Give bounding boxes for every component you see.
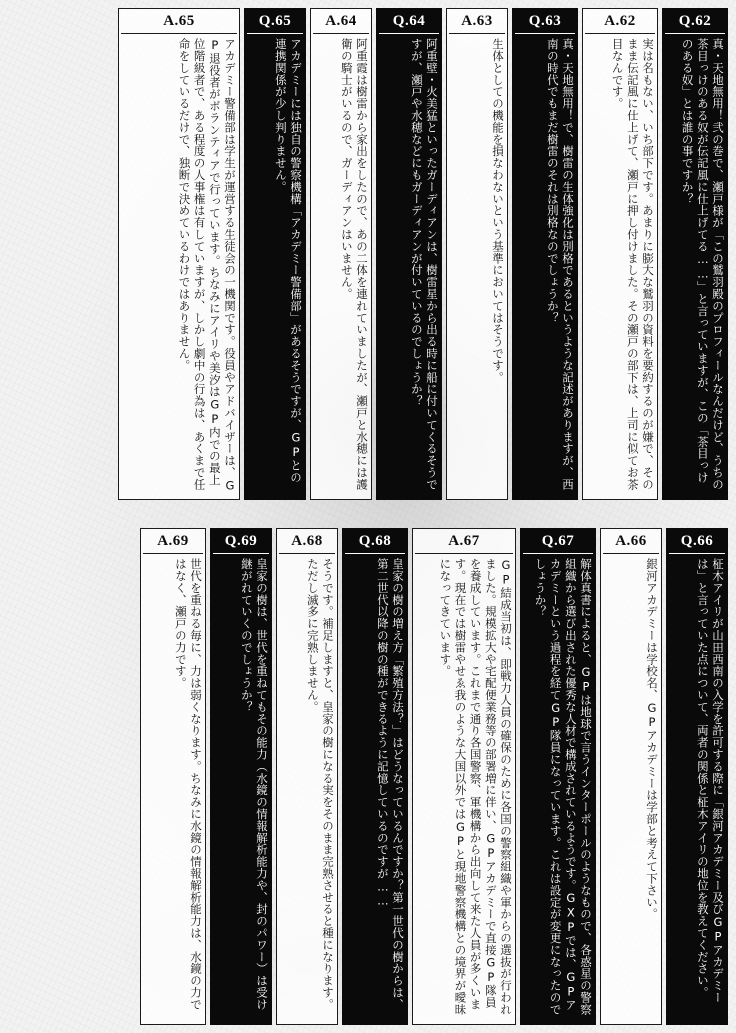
qa-panel-header: Q.63	[515, 12, 575, 34]
qa-panel-text: 真・天地無用！弐の巻で、瀬戸様が「この鷲羽殿のプロフィールなんだけど、うちの茶目っけのある奴が伝記風に仕上げてる……」と言っていますが、この「茶目っけのある奴」とは誰の事ですか？	[680, 38, 725, 491]
qa-panel-a64	[310, 8, 372, 500]
qa-panel-header: A.62	[585, 12, 655, 34]
qa-panel-header: A.66	[603, 532, 659, 554]
qa-panel-a65	[118, 8, 240, 500]
qa-panel-text: 真・天地無用！で、樹雷の生体強化は別格であるというような記述がありますが、西南の時代でもまだ樹雷のそれは別格なのでしょうか？	[545, 38, 575, 491]
qa-panel-text: 阿重壁・火美猛といったガーディアンは、樹雷星から出る時に船に付いてくるそうですが、瀬戸や水穂などにもガーディアンが付いているのでしょうか？	[409, 38, 439, 491]
qa-panel-q63	[512, 8, 578, 500]
qa-panel-header: A.63	[449, 12, 505, 34]
qa-panel-text: GP結成当初は、即戦力人員の確保のために各国の警察組織や軍からの選抜が行われました。規模拡大や宅配便業務等の部署増に伴い、GPアカデミーで直接GP隊員を養成しています。これまで通り各国警察、軍機構から出向して来た人員が多くいます。現在では樹雷やせゑ我のような大国以外ではGPと現地警察機構との境界が曖昧になってきています。	[438, 558, 513, 1016]
qa-panel-q67	[520, 528, 596, 1025]
qa-panel-text: 生体としての機能を損なわないという基準においてはそうです。	[491, 38, 505, 384]
qa-panel-a68	[276, 528, 338, 1025]
qa-panel-text: 皇家の樹の増え方「繁殖方法？」はどうなっているんですか？第一世代の樹からは、第二世代以降の樹の種ができるように記憶しているのですが……	[375, 558, 405, 1011]
qa-band-bottom	[8, 528, 728, 1025]
qa-panel-text: 皇家の樹は、世代を重ねてもその能力（水鏡の情報解析能力や、封のパワー）は受け継がれていくのでしょうか？	[239, 558, 269, 1011]
qa-panel-text: 柾木アイリが山田西南の入学を許可する際に「銀河アカデミー及びGPアカデミーは」と言っていた点について、両者の関係と柾木アイリの地位を教えてください。	[695, 558, 725, 1004]
qa-panel-q68	[342, 528, 408, 1025]
qa-band-top	[8, 8, 728, 500]
qa-panel-a63	[446, 8, 508, 500]
qa-panel-header: Q.67	[523, 532, 593, 554]
qa-panel-text: アカデミー警備部は学生が運営する生徒会の一機関です。役員やアドバイザーは、GP退役者がボランティアで行っています。ちなみにアイリや美汐はGP内での最上位階級者で、ある程度の人事権は有していますが、しかし劇中の行為は、あくまで任命をしているだけで、独断で決めているわけではありません。	[177, 38, 237, 493]
qa-panel-header: Q.64	[379, 12, 439, 34]
qa-panel-header: Q.68	[345, 532, 405, 554]
qa-panel-header: A.65	[121, 12, 237, 34]
qa-panel-text: そうです。補足しますと、皇家の樹になる実をそのまま完熟させると種になります。ただし滅多に完熟しません。	[305, 558, 335, 1011]
qa-panel-text: 阿重霞は樹雷から家出をしたので、あの二体を連れていましたが、瀬戸と水穂には護衛の騎士がいるので、ガーディアンはいません。	[339, 38, 369, 491]
qa-panel-text: 銀河アカデミーは学校名、GPアカデミーは学部と考えて下さい。	[645, 558, 659, 920]
qa-panel-text: 実は名もない、いち部下です。あまりに膨大な鷲羽の資料を要約するのが嫌で、そのまま伝記風に仕上げて、瀬戸に押し付けました。その瀬戸の部下は、上司に似てお茶目なんです。	[610, 38, 655, 491]
qa-panel-q69	[210, 528, 272, 1025]
qa-panel-header: Q.65	[247, 12, 303, 34]
qa-panel-header: Q.66	[669, 532, 725, 554]
qa-panel-header: Q.62	[665, 12, 725, 34]
qa-panel-header: Q.69	[213, 532, 269, 554]
qa-panel-text: 解体真書によると、GPは地球で言うインターポールのようなもので、各惑星の警察組織から選び出された優秀な人材で構成されているようです。GXPでは、GPアカデミーという過程を経てGP隊員になっています。これは設定が変更になったのでしょうか？	[533, 558, 593, 1016]
qa-panel-q62	[662, 8, 728, 500]
qa-panel-q66	[666, 528, 728, 1025]
qa-panel-header: A.69	[143, 532, 203, 554]
qa-panel-header: A.67	[415, 532, 513, 554]
qa-panel-a62	[582, 8, 658, 500]
qa-panel-header: A.64	[313, 12, 369, 34]
qa-panel-q64	[376, 8, 442, 500]
qa-panel-text: アカデミーには独自の警察機構「アカデミー警備部」があるそうですが、GPとの連携関係が少し判りません。	[273, 38, 303, 484]
qa-panel-a69	[140, 528, 206, 1025]
qa-panel-a66	[600, 528, 662, 1025]
qa-panel-a67	[412, 528, 516, 1025]
qa-panel-header: A.68	[279, 532, 335, 554]
qa-panel-text: 世代を重ねる毎に、力は弱くなります。ちなみに水鏡の情報解析能力は、水鏡の力ではなく、瀬戸の力です。	[173, 558, 203, 1011]
qa-panel-q65	[244, 8, 306, 500]
